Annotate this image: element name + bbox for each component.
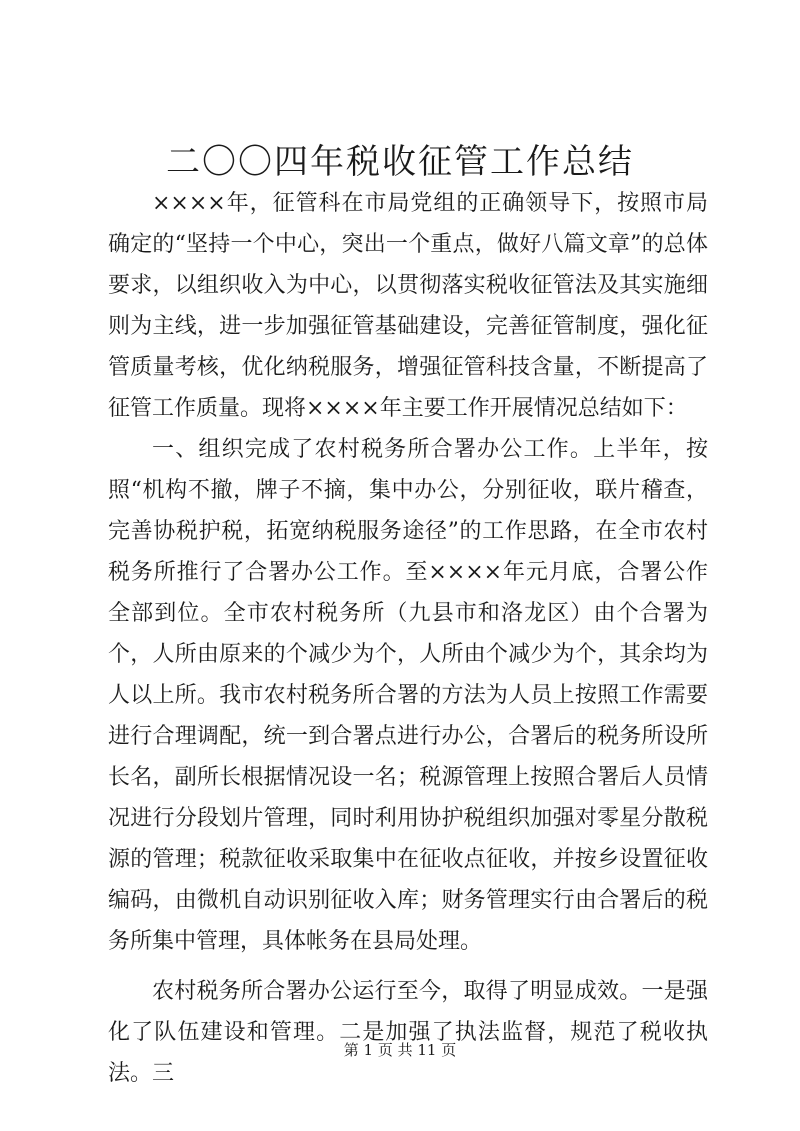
document-title: 二〇〇四年税收征管工作总结 (166, 142, 634, 182)
page-number-footer: 第 1 页 共 11 页 (343, 1041, 457, 1059)
paragraph-results: 农村税务所合署办公运行至今，取得了明显成效。一是强化了队伍建设和管理。二是加强了执法监督，规范了税收执法。三 (108, 979, 708, 1086)
paragraph-intro: ××××年，征管科在市局党组的正确领导下，按照市局确定的“坚持一个中心，突出一个重点，做好八篇文章”的总体要求，以组织收入为中心，以贯彻落实税收征管法及其实施细则为主线，进一步加强征管基础建设，完善征管制度，强化征管质量考核，优化纳税服务，增强征管科技含量，不断提高了征管工作质量。现将××××年主要工作开展情况总结如下： (108, 191, 708, 421)
document-body (108, 183, 708, 1094)
paragraph-section-one: 一、组织完成了农村税务所合署办公工作。上半年，按照“机构不撤，牌子不摘，集中办公，分别征收，联片稽查，完善协税护税，拓宽纳税服务途径”的工作思路，在全市农村税务所推行了合署办公工作。至××××年元月底，合署公作全部到位。全市农村税务所（九县市和洛龙区）由个合署为个，人所由原来的个减少为个，人所由个减少为个，其余均为人以上所。我市农村税务所合署的方法为人员上按照工作需要进行合理调配，统一到合署点进行办公，合署后的税务所设所长名，副所长根据情况设一名；税源管理上按照合署后人员情况进行分段划片管理，同时利用协护税组织加强对零星分散税源的管理；税款征收采取集中在征收点征收，并按乡设置征收编码，由微机自动识别征收入库；财务管理实行由合署后的税务所集中管理，具体帐务在县局处理。 (108, 437, 708, 954)
